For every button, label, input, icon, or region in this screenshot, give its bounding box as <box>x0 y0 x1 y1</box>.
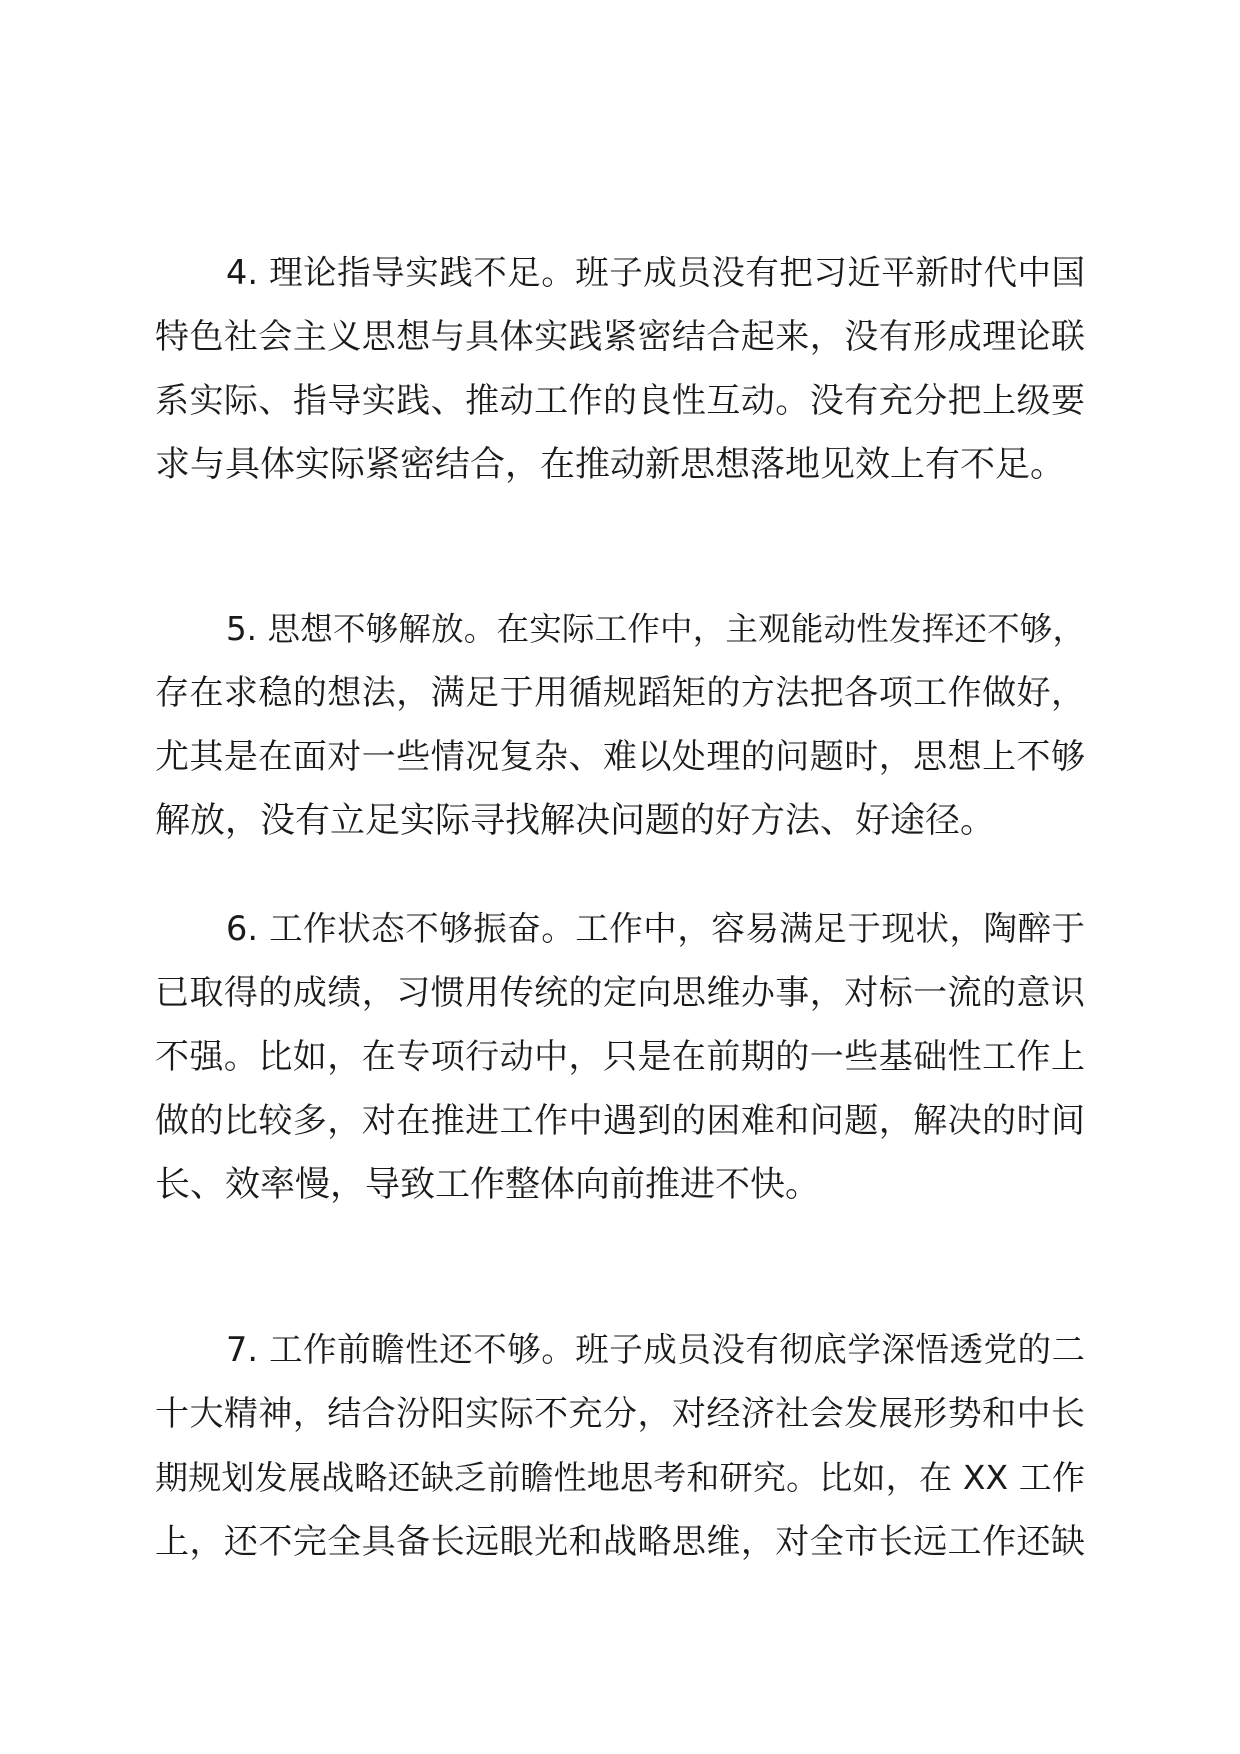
paragraph-item-4 <box>155 241 1085 497</box>
paragraph-line: 5. 思想不够解放。在实际工作中，主观能动性发挥还不够， <box>226 610 1085 648</box>
paragraph-line: 十大精神，结合汾阳实际不充分，对经济社会发展形势和中长 <box>155 1394 1085 1434</box>
paragraph-line: 特色社会主义思想与具体实践紧密结合起来，没有形成理论联 <box>155 317 1085 357</box>
paragraph-line: 求与具体实际紧密结合，在推动新思想落地见效上有不足。 <box>155 445 1066 485</box>
paragraph-item-5 <box>155 597 1085 853</box>
paragraph-line: 6. 工作状态不够振奋。工作中，容易满足于现状，陶醉于 <box>226 909 1085 948</box>
paragraph-line: 已取得的成绩，习惯用传统的定向思维办事，对标一流的意识 <box>155 973 1085 1013</box>
paragraph-line: 尤其是在面对一些情况复杂、难以处理的问题时，思想上不够 <box>155 737 1085 777</box>
paragraph-item-6 <box>155 897 1085 1217</box>
paragraph-line: 长、效率慢，导致工作整体向前推进不快。 <box>155 1165 821 1205</box>
paragraph-line: 期规划发展战略还缺乏前瞻性地思考和研究。比如，在 XX 工作 <box>155 1458 1085 1497</box>
paragraph-line: 不强。比如，在专项行动中，只是在前期的一些基础性工作上 <box>155 1037 1085 1077</box>
paragraph-line: 做的比较多，对在推进工作中遇到的困难和问题，解决的时间 <box>155 1101 1085 1141</box>
paragraph-line: 解放，没有立足实际寻找解决问题的好方法、好途径。 <box>155 801 996 841</box>
paragraph-item-7 <box>155 1318 1085 1574</box>
paragraph-line: 存在求稳的想法，满足于用循规蹈矩的方法把各项工作做好， <box>155 673 1085 713</box>
paragraph-line: 7. 工作前瞻性还不够。班子成员没有彻底学深悟透党的二 <box>226 1330 1085 1369</box>
paragraph-line: 上，还不完全具备长远眼光和战略思维，对全市长远工作还缺 <box>155 1522 1085 1562</box>
paragraph-line: 4. 理论指导实践不足。班子成员没有把习近平新时代中国 <box>226 253 1085 292</box>
paragraph-line: 系实际、指导实践、推动工作的良性互动。没有充分把上级要 <box>155 381 1085 421</box>
